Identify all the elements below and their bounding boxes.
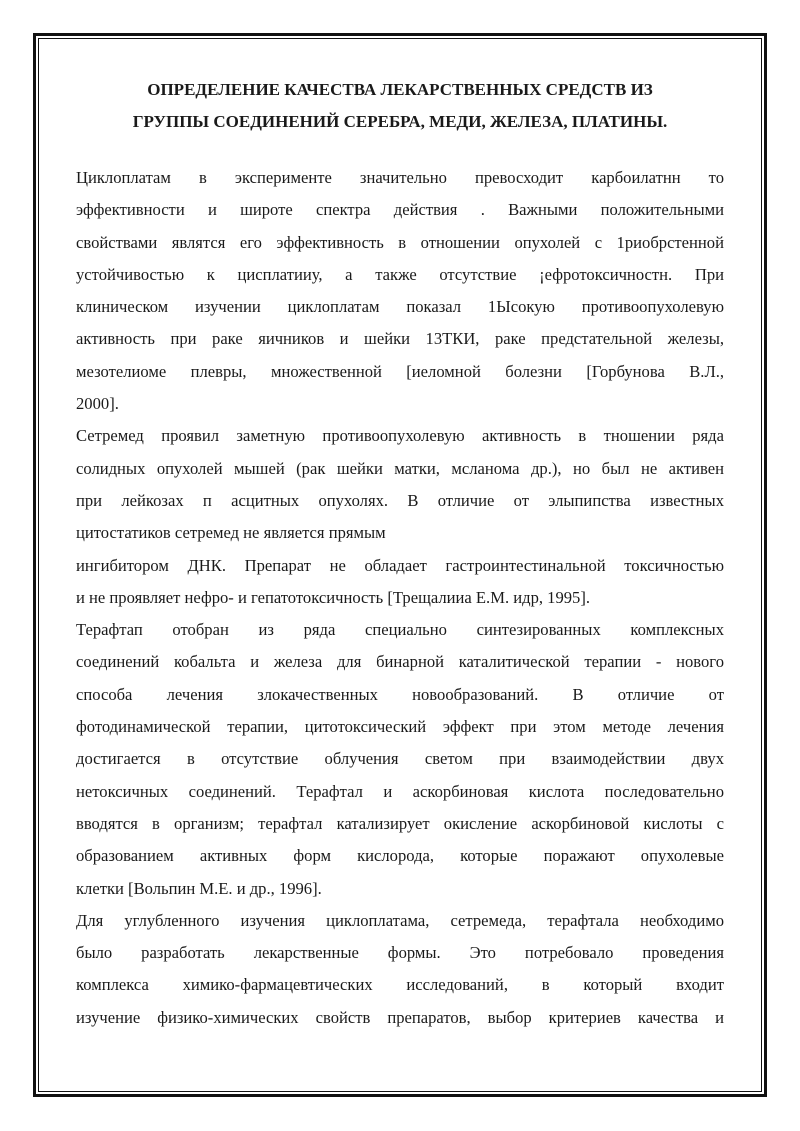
text-line: Для углубленного изучения циклоплатама, сетремеда, терафтала необходимо — [76, 910, 724, 930]
text-line: достигается в отсутствие облучения светом при взаимодействии двух — [76, 749, 724, 769]
text-line: комплекса химико-фармацевтических исследований, в который входит — [76, 975, 724, 995]
paragraph — [76, 905, 724, 1034]
text-line: Терафтап отобран из ряда специально синтезированных комплексных — [76, 620, 724, 640]
text-line: при лейкозах п асцитных опухолях. В отличие от элыпипства известных — [76, 490, 724, 510]
text-line: клетки [Вольпин М.Е. и др., 1996]. — [76, 878, 322, 898]
title-line: ОПРЕДЕЛЕНИЕ КАЧЕСТВА ЛЕКАРСТВЕННЫХ СРЕДСТВ ИЗ — [147, 80, 653, 99]
text-line: мезотелиоме плевры, множественной [иеломной болезни [Горбунова В.Л., — [76, 361, 724, 381]
text-line: и не проявляет нефро- и гепатотоксичность [Трещалииа Е.М. идр, 1995]. — [76, 587, 591, 607]
text-line: нетоксичных соединений. Терафтал и аскорбиновая кислота последовательно — [76, 781, 724, 801]
document-body — [76, 74, 724, 1034]
paragraph — [76, 550, 724, 615]
title-line: ГРУППЫ СОЕДИНЕНИЙ СЕРЕБРА, МЕДИ, ЖЕЛЕЗА, ПЛАТИНЫ. — [132, 112, 668, 131]
text-line: соединений кобальта и железа для бинарной каталитической терапии - нового — [76, 652, 724, 672]
text-line: солидных опухолей мышей (рак шейки матки, мсланома др.), но был не активен — [76, 458, 724, 478]
text-line: вводятся в организм; терафтал катализирует окисление аскорбиновой кислоты с — [76, 813, 724, 833]
text-line: эффективности и широте спектра действия . Важными положительными — [76, 200, 724, 220]
text-line: устойчивостью к цисплатииу, а также отсутствие ¡ефротоксичностн. При — [76, 264, 724, 284]
paragraphs — [76, 162, 724, 1034]
text-line: было разработать лекарственные формы. Это потребовало проведения — [76, 943, 724, 963]
text-line: клиническом изучении циклоплатам показал 1Ысокую противоопухолевую — [76, 297, 724, 317]
text-line: изучение физико-химических свойств препаратов, выбор критериев качества и — [76, 1007, 724, 1027]
paragraph — [76, 420, 724, 549]
text-line: свойствами являтся его эффективность в отношении опухолей с 1риобрстенной — [76, 232, 724, 252]
text-line: способа лечения злокачественных новообразований. В отличие от — [76, 684, 724, 704]
text-line: Сетремед проявил заметную противоопухолевую активность в тношении ряда — [76, 426, 724, 446]
document-title — [76, 74, 724, 138]
text-line: 2000]. — [76, 394, 119, 414]
text-line: цитостатиков сетремед не является прямым — [76, 523, 386, 543]
paragraph — [76, 162, 724, 420]
text-line: активность при раке яичников и шейки 13ТКИ, раке предстательной железы, — [76, 329, 724, 349]
text-line: Циклоплатам в эксперименте значительно превосходит карбоилатнн то — [76, 168, 724, 187]
text-line: фотодинамической терапии, цитотоксический эффект при этом методе лечения — [76, 717, 724, 737]
paragraph — [76, 614, 724, 905]
text-line: ингибитором ДНК. Препарат не обладает гастроинтестинальной токсичностью — [76, 555, 724, 575]
text-line: образованием активных форм кислорода, которые поражают опухолевые — [76, 846, 724, 866]
